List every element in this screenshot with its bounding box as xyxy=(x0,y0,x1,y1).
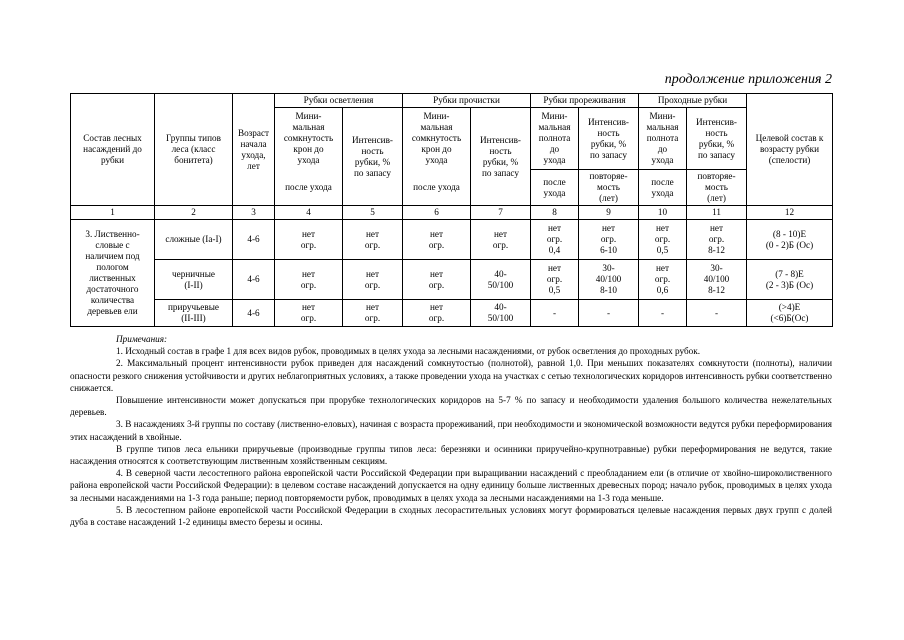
data-cell: 30- 40/100 8-10 xyxy=(579,260,639,300)
header-prochist-int: Интенсив- ность рубки, % по запасу xyxy=(471,108,531,206)
header-target: Целевой состав к возрасту рубки (спелости) xyxy=(747,94,833,206)
header-forest-groups: Группы типов леса (класс бонитета) xyxy=(155,94,233,206)
column-numbers-row xyxy=(71,206,833,220)
data-cell: нет огр. xyxy=(403,300,471,327)
header-prored-min: Мини- мальная полнота до ухода xyxy=(531,108,579,170)
data-cell: нет огр. 0,5 xyxy=(531,260,579,300)
age-cell: 4-6 xyxy=(233,260,275,300)
age-cell: 4-6 xyxy=(233,220,275,260)
col-number: 9 xyxy=(579,206,639,220)
data-cell: нет огр. xyxy=(471,220,531,260)
header-prohod-int: Интенсив- ность рубки, % по запасу xyxy=(687,108,747,170)
col-number: 12 xyxy=(747,206,833,220)
data-cell: нет огр. 0,6 xyxy=(639,260,687,300)
header-group-osvetl: Рубки осветления xyxy=(275,94,403,108)
note-paragraph: В группе типов леса ельники приручьевые (производные группы типов леса: березняки и осинники приручейно-крупнотравные) рубки переформирования не ведутся, такие насаждения относятся к соответствующим лиственным хозяйственным секциям. xyxy=(70,443,832,467)
header-osvetl-int: Интенсив- ность рубки, % по запасу xyxy=(343,108,403,206)
col-number: 4 xyxy=(275,206,343,220)
thinning-table xyxy=(70,93,833,327)
header-composition: Состав лесных насаждений до рубки xyxy=(71,94,155,206)
forest-group-cell: сложные (Ia-I) xyxy=(155,220,233,260)
header-group-prored: Рубки прореживания xyxy=(531,94,639,108)
data-cell: нет огр. xyxy=(275,300,343,327)
header-group-prochist: Рубки прочистки xyxy=(403,94,531,108)
data-cell: нет огр. 6-10 xyxy=(579,220,639,260)
note-paragraph: 5. В лесостепном районе европейской части Российской Федерации в сходных лесорастительных условиях могут формироваться целевые насаждения первых двух групп с долей дуба в составе насаждений 1-2 единицы вместо березы и осины. xyxy=(70,504,832,528)
col-number: 10 xyxy=(639,206,687,220)
note-paragraph: 2. Максимальный процент интенсивности рубок приведен для насаждений сомкнутостью (полнотой), равной 1,0. При меньших показателях сомкнутости (полноты), наличии опасности резкого снижения устойчивости и других неблагоприятных условиях, а также проведении ухода на участках с сетью технологических коридоров интенсивность рубки соответственно снижается. xyxy=(70,358,832,393)
data-cell: нет огр. xyxy=(343,220,403,260)
col-number: 11 xyxy=(687,206,747,220)
target-composition-cell: (7 - 8)Е (2 - 3)Б (Ос) xyxy=(747,260,833,300)
data-cell: нет огр. xyxy=(275,260,343,300)
data-cell: нет огр. xyxy=(275,220,343,260)
continuation-header: продолжение приложения 2 xyxy=(664,72,832,87)
col-number: 1 xyxy=(71,206,155,220)
header-prored-after: после ухода xyxy=(531,170,579,206)
data-cell: нет огр. xyxy=(343,300,403,327)
header-prohod-after: после ухода xyxy=(639,170,687,206)
data-cell: - xyxy=(639,300,687,327)
col-number: 2 xyxy=(155,206,233,220)
forest-group-cell: приручьевые (II-III) xyxy=(155,300,233,327)
data-cell: 40- 50/100 xyxy=(471,300,531,327)
header-prored-rep: повторяе- мость (лет) xyxy=(579,170,639,206)
notes-section xyxy=(70,333,832,528)
header-osvetl-min: Мини- мальная сомкнутость крон до ухода xyxy=(275,108,343,170)
data-cell: нет огр. 8-12 xyxy=(687,220,747,260)
note-paragraph: Повышение интенсивности может допускаться при прорубке технологических коридоров на 5-7 % по запасу и необходимости удаления большого количества нежелательных деревьев. xyxy=(70,395,832,418)
target-composition-cell: (>4)Е (<6)Б(Ос) xyxy=(747,300,833,327)
header-age: Возраст начала ухода, лет xyxy=(233,94,275,206)
table-row xyxy=(71,260,833,300)
data-cell: нет огр. xyxy=(403,260,471,300)
data-cell: нет огр. xyxy=(343,260,403,300)
data-cell: нет огр. xyxy=(403,220,471,260)
col-number: 3 xyxy=(233,206,275,220)
header-prohod-rep: повторяе- мость (лет) xyxy=(687,170,747,206)
col-number: 8 xyxy=(531,206,579,220)
header-prochist-min: Мини- мальная сомкнутость крон до ухода xyxy=(403,108,471,170)
col-number: 7 xyxy=(471,206,531,220)
forest-group-cell: черничные (I-II) xyxy=(155,260,233,300)
data-cell: - xyxy=(579,300,639,327)
col-number: 6 xyxy=(403,206,471,220)
header-prochist-after: после ухода xyxy=(403,170,471,206)
age-cell: 4-6 xyxy=(233,300,275,327)
col-number: 5 xyxy=(343,206,403,220)
note-paragraph: 3. В насаждениях 3-й группы по составу (лиственно-еловых), начиная с возраста прореживаний, при необходимости и экономической возможности ведутся рубки переформирования этих насаждений в хвойные. xyxy=(70,419,832,442)
header-prohod-min: Мини- мальная полнота до ухода xyxy=(639,108,687,170)
composition-cell: 3. Лиственно- словые с наличием под пологом лиственных достаточного количества деревьев ели xyxy=(71,220,155,327)
data-cell: 40- 50/100 xyxy=(471,260,531,300)
table-row xyxy=(71,220,833,260)
notes-title: Примечания: xyxy=(116,334,168,344)
data-cell: - xyxy=(687,300,747,327)
data-cell: 30- 40/100 8-12 xyxy=(687,260,747,300)
table-row xyxy=(71,300,833,327)
target-composition-cell: (8 - 10)Е (0 - 2)Б (Ос) xyxy=(747,220,833,260)
header-osvetl-after: после ухода xyxy=(275,170,343,206)
data-cell: - xyxy=(531,300,579,327)
data-cell: нет огр. 0,5 xyxy=(639,220,687,260)
data-cell: нет огр. 0,4 xyxy=(531,220,579,260)
header-group-prohod: Проходные рубки xyxy=(639,94,747,108)
header-prored-int: Интенсив- ность рубки, % по запасу xyxy=(579,108,639,170)
note-paragraph: 4. В северной части лесостепного района европейской части Российской Федерации при выращивании насаждений с преобладанием ели (в отличие от хвойно-широколиственного района европейской части Российской Федерации): в целевом составе насаждений допускается на одну единицу больше лиственных древесных пород; начало рубок, проводимых в целях ухода за лесными насаждениями на 1-3 года раньше; период повторяемости рубок, проводимых в целях ухода за лесными насаждениями на 1-3 года меньше. xyxy=(70,468,832,503)
note-paragraph: 1. Исходный состав в графе 1 для всех видов рубок, проводимых в целях ухода за лесными насаждениями, от рубок осветления до проходных рубок. xyxy=(116,346,700,357)
